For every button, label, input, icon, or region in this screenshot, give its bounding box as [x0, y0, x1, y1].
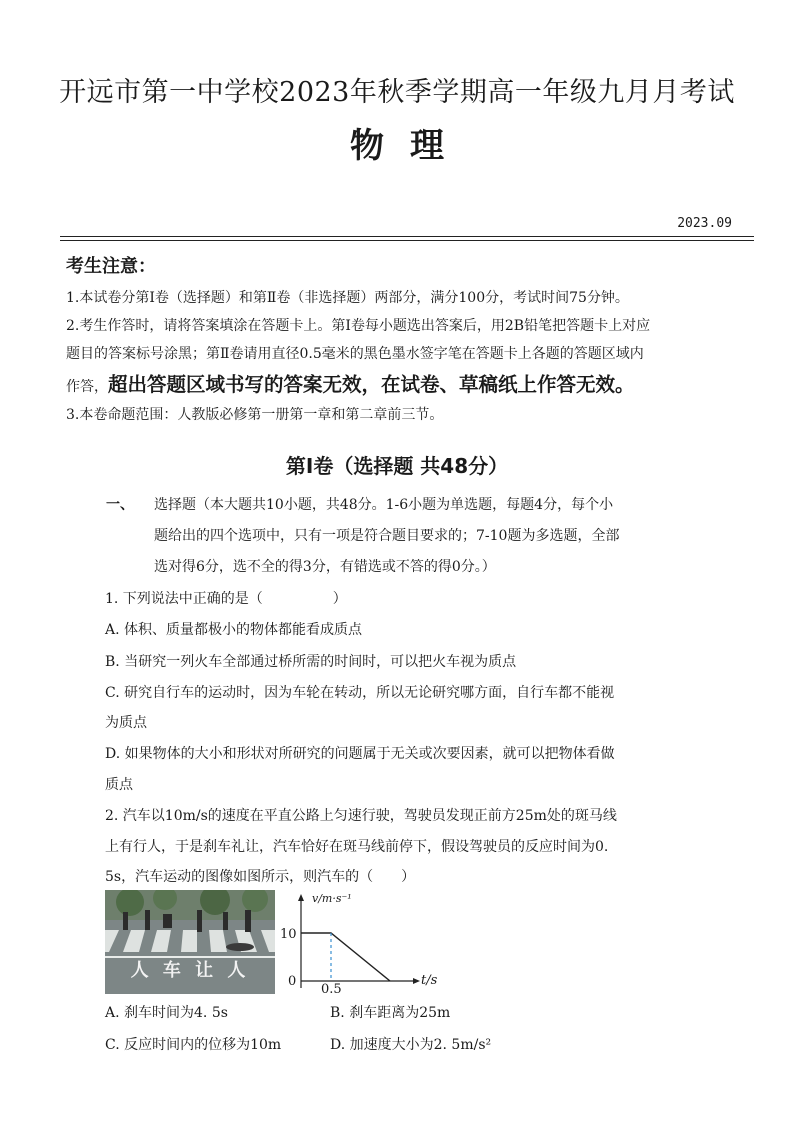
- graph-x-label: t/s: [421, 973, 438, 988]
- velocity-line: [301, 933, 390, 981]
- q2-stem-line-1: 2. 汽车以10m/s的速度在平直公路上匀速行驶，驾驶员发现正前方25m处的斑马线: [105, 808, 617, 824]
- q1-option-d-line-2: 质点: [105, 777, 133, 793]
- vt-graph: [280, 890, 450, 1000]
- q2-stem-line-3: 5s，汽车运动的图像如图所示，则汽车的（ ）: [105, 869, 416, 885]
- section-heading: 第Ⅰ卷（选择题 共48分）: [285, 454, 509, 478]
- subject-text: 物理: [350, 126, 470, 166]
- graph-y-label: v/m·s⁻¹: [312, 892, 352, 905]
- q2-option-c: C. 反应时间内的位移为10m: [105, 1037, 282, 1053]
- notice-line-2: 2.考生作答时，请将答案填涂在答题卡上。第Ⅰ卷每小题选出答案后，用2B铅笔把答题卡上对应: [66, 318, 651, 334]
- notice-line-3: 题目的答案标号涂黑；第Ⅱ卷请用直径0.5毫米的黑色墨水签字笔在答题卡上各题的答题区域内: [66, 346, 644, 362]
- road-marking-text: 人 车 让 人: [130, 960, 250, 981]
- graph-origin-label: 0: [288, 974, 297, 989]
- subject-title: [0, 118, 794, 167]
- crosswalk-photo: [105, 890, 275, 994]
- instruction-line-1: 选择题（本大题共10小题，共48分。1-6小题为单选题，每题4分，每个小: [154, 497, 614, 513]
- q1-option-d-line-1: D. 如果物体的大小和形状对所研究的问题属于无关或次要因素，就可以把物体看做: [105, 746, 615, 762]
- notice-heading: 考生注意：: [66, 256, 156, 277]
- q2-stem-line-2: 上有行人，于是刹车礼让，汽车恰好在斑马线前停下，假设驾驶员的反应时间为0.: [105, 839, 609, 855]
- q2-option-a: A. 刹车时间为4. 5s: [105, 1005, 228, 1021]
- q2-option-b: B. 刹车距离为25m: [330, 1005, 451, 1021]
- graph-x-tick-0-5: 0.5: [321, 982, 342, 997]
- notice-emphasis: 超出答题区域书写的答案无效，在试卷、草稿纸上作答无效。: [108, 373, 635, 396]
- header-rule-thick: [60, 236, 754, 237]
- graph-y-tick-10: 10: [280, 927, 297, 942]
- notice-line-5: 3.本卷命题范围：人教版必修第一册第一章和第二章前三节。: [66, 407, 444, 423]
- instruction-line-3: 选对得6分，选不全的得3分，有错选或不答的得0分。）: [154, 559, 496, 575]
- notice-line-4: [66, 369, 635, 397]
- notice-line-4-prefix: 作答，: [66, 379, 108, 395]
- q1-option-a: A. 体积、质量都极小的物体都能看成质点: [105, 622, 363, 638]
- instruction-line-2: 题给出的四个选项中，只有一项是符合题目要求的；7-10题为多选题，全部: [154, 528, 620, 544]
- q1-option-c-line-1: C. 研究自行车的运动时，因为车轮在转动，所以无论研究哪方面，自行车都不能视: [105, 685, 615, 701]
- exam-title: 开远市第一中学校2023年秋季学期高一年级九月月考试: [59, 77, 735, 108]
- q1-option-c-line-2: 为质点: [105, 715, 147, 731]
- y-axis-arrow: [298, 894, 304, 901]
- q1-stem: 1. 下列说法中正确的是（ ）: [105, 591, 347, 607]
- x-axis-arrow: [413, 978, 420, 984]
- exam-date: 2023.09: [677, 216, 732, 231]
- q1-option-b: B. 当研究一列火车全部通过桥所需的时间时，可以把火车视为质点: [105, 654, 517, 670]
- notice-line-1: 1.本试卷分第Ⅰ卷（选择题）和第Ⅱ卷（非选择题）两部分，满分100分，考试时间75分钟。: [66, 290, 629, 306]
- part-number: 一、: [106, 497, 134, 513]
- q2-option-d: D. 加速度大小为2. 5m/s²: [330, 1037, 492, 1053]
- header-rule-thin: [60, 240, 754, 241]
